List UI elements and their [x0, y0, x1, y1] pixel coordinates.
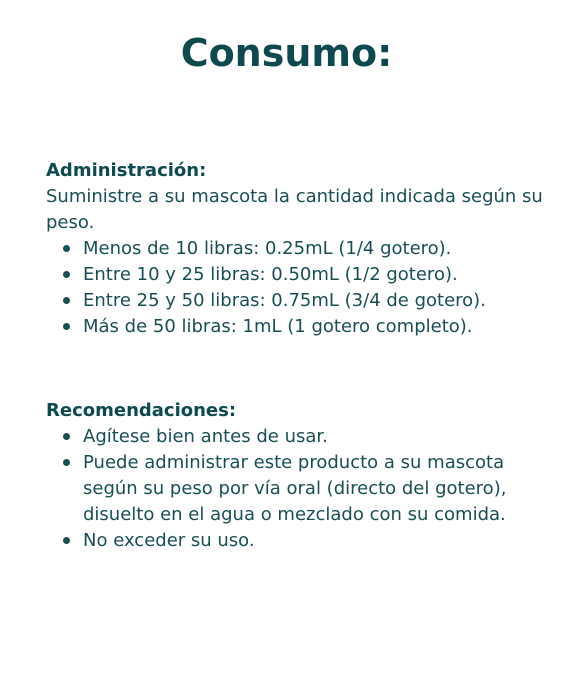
- dosage-item: [46, 236, 546, 262]
- dosage-item-text: Entre 25 y 50 libras: 0.75mL (3/4 de gotero).: [83, 290, 486, 311]
- administration-heading: Administración:: [46, 160, 207, 181]
- dosage-item: [46, 262, 546, 288]
- administration-intro: Suministre a su mascota la cantidad indicada según su peso.: [46, 186, 543, 233]
- bullet-icon: [63, 323, 70, 330]
- recommendations-list: [46, 424, 546, 554]
- recommendation-item: [46, 528, 546, 554]
- bullet-icon: [63, 297, 70, 304]
- bullet-icon: [63, 271, 70, 278]
- dosage-list: [46, 236, 546, 340]
- recommendation-item-text: No exceder su uso.: [83, 530, 255, 551]
- bullet-icon: [63, 433, 70, 440]
- recommendation-item-text: Agítese bien antes de usar.: [83, 426, 328, 447]
- recommendations-heading: Recomendaciones:: [46, 400, 237, 421]
- recommendations-section: [46, 398, 546, 554]
- page-title: Consumo:: [180, 31, 393, 75]
- recommendation-item: [46, 450, 546, 528]
- bullet-icon: [63, 245, 70, 252]
- dosage-item: [46, 288, 546, 314]
- bullet-icon: [63, 459, 70, 466]
- bullet-icon: [63, 537, 70, 544]
- recommendation-item-text: Puede administrar este producto a su mascota según su peso por vía oral (directo del gotero), disuelto en el agua o mezclado con su comida.: [83, 452, 507, 525]
- recommendation-item: [46, 424, 546, 450]
- dosage-item-text: Más de 50 libras: 1mL (1 gotero completo).: [83, 316, 473, 337]
- dosage-item-text: Menos de 10 libras: 0.25mL (1/4 gotero).: [83, 238, 452, 259]
- administration-section: [46, 158, 546, 340]
- dosage-item: [46, 314, 546, 340]
- dosage-item-text: Entre 10 y 25 libras: 0.50mL (1/2 gotero).: [83, 264, 458, 285]
